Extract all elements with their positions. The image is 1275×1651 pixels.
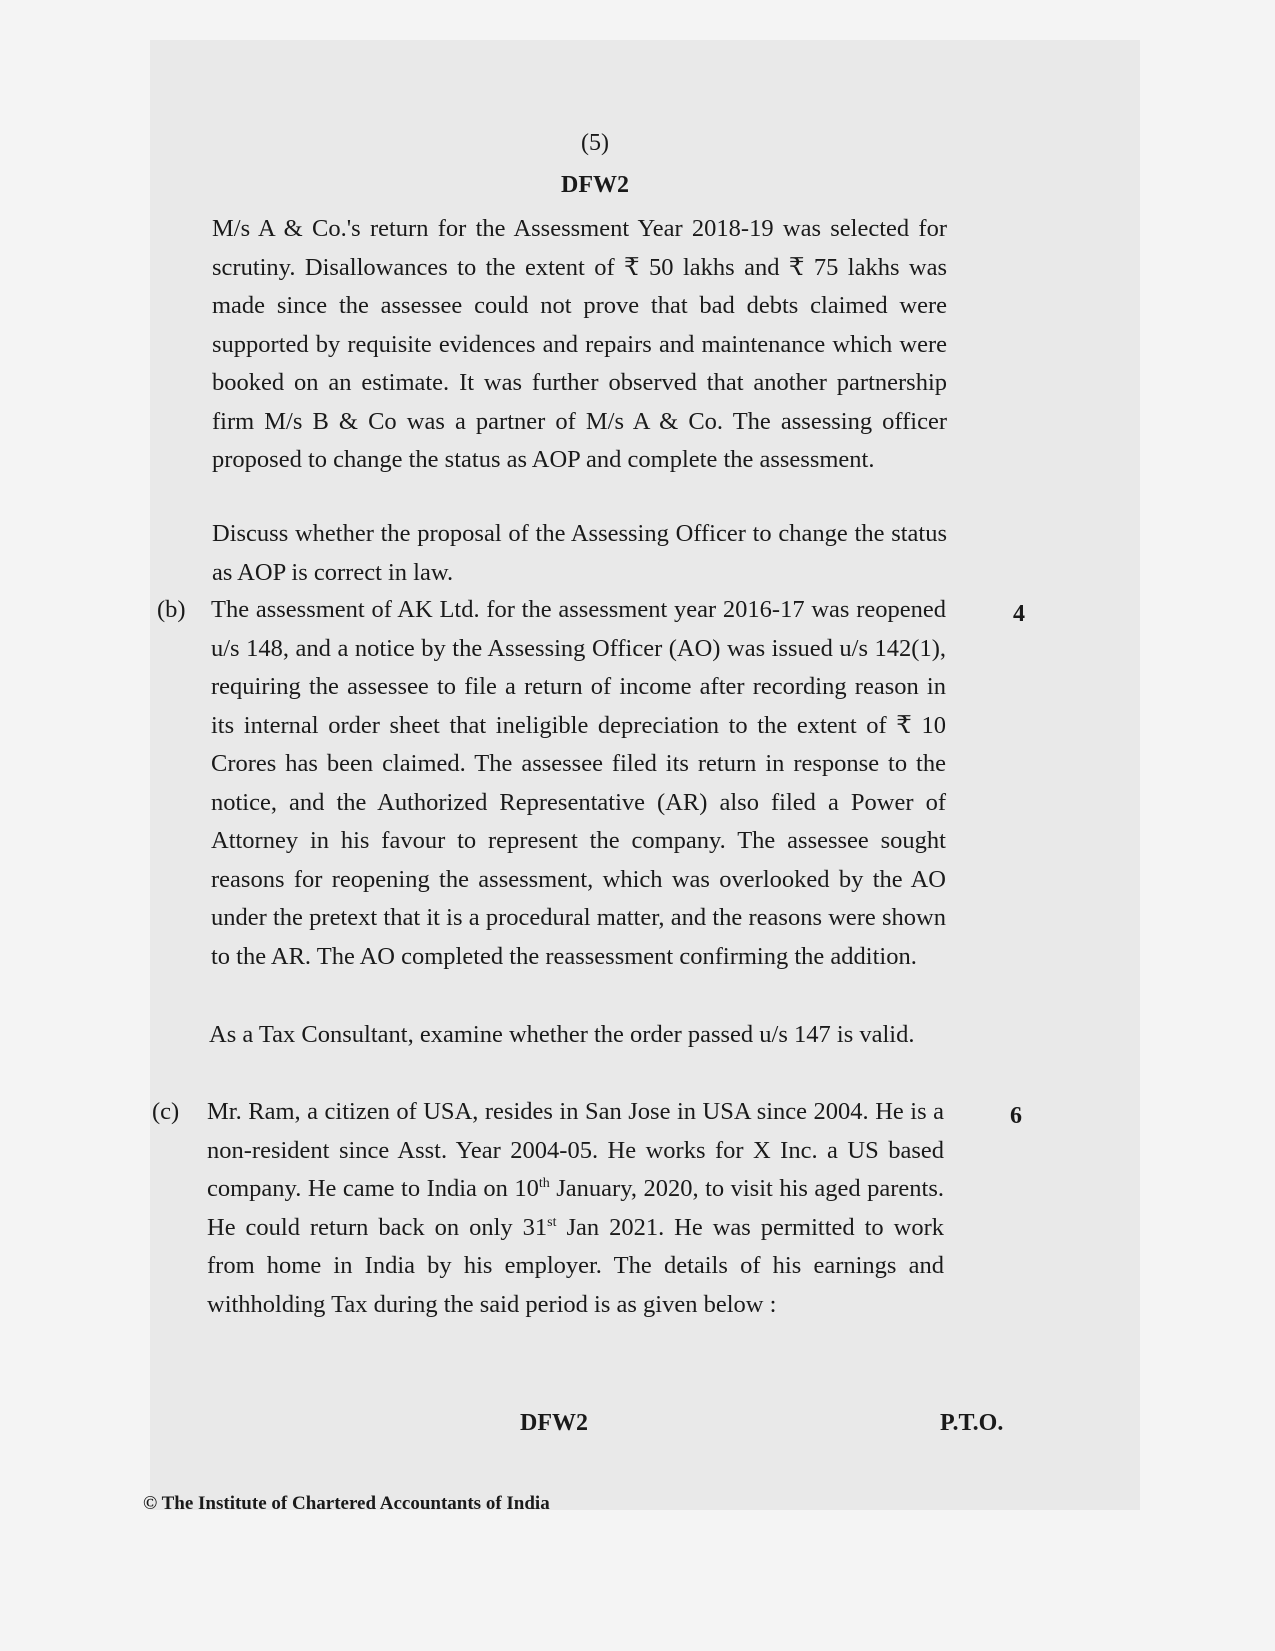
pto-label: P.T.O. — [940, 1410, 1004, 1436]
question-b-text: The assessment of AK Ltd. for the assessment year 2016-17 was reopened u/s 148, and a notice by the Assessing Officer (AO) was issued u/s 142(1), requiring the assessee to file a return of income after recording reason in its internal order sheet that ineligible depreciation to the extent of ₹ 10 Crores has been claimed. The assessee filed its return in response to the notice, and the Authorized Representative (AR) also filed a Power of Attorney in his favour to represent the company. The assessee sought reasons for reopening the assessment, which was overlooked by the AO under the pretext that it is a procedural matter, and the reasons were shown to the AR. The AO completed the reassessment confirming the addition. — [211, 596, 946, 970]
page-number: (5) — [581, 130, 609, 156]
question-a-prompt: Discuss whether the proposal of the Assessing Officer to change the status as AOP is correct in law. — [212, 520, 947, 586]
question-b-marks: 4 — [1013, 601, 1025, 627]
question-b-prompt: As a Tax Consultant, examine whether the order passed u/s 147 is valid. — [209, 1021, 915, 1048]
question-b-label: (b) — [157, 596, 186, 623]
question-c-marks: 6 — [1010, 1103, 1022, 1129]
question-c-label: (c) — [152, 1098, 180, 1125]
paper-code-footer: DFW2 — [520, 1410, 588, 1436]
copyright-notice: © The Institute of Chartered Accountants of India — [143, 1493, 550, 1514]
paper-code-header: DFW2 — [561, 172, 629, 198]
question-a-text: M/s A & Co.'s return for the Assessment Year 2018-19 was selected for scrutiny. Disallowances to the extent of ₹ 50 lakhs and ₹ 75 lakhs was made since the assessee could not prove that bad debts claimed were supported by requisite evidences and repairs and maintenance which were booked on an estimate. It was further observed that another partnership firm M/s B & Co was a partner of M/s A & Co. The assessing officer proposed to change the status as AOP and complete the assessment. — [212, 215, 947, 473]
question-c-text: Mr. Ram, a citizen of USA, resides in San Jose in USA since 2004. He is a non-resident since Asst. Year 2004-05. He works for X Inc. a US based company. He came to India on 10th January, 2020, to visit his aged parents. He could return back on only 31st Jan 2021. He was permitted to work from home in India by his employer. The details of his earnings and withholding Tax during the said period is as given below : — [207, 1098, 944, 1318]
